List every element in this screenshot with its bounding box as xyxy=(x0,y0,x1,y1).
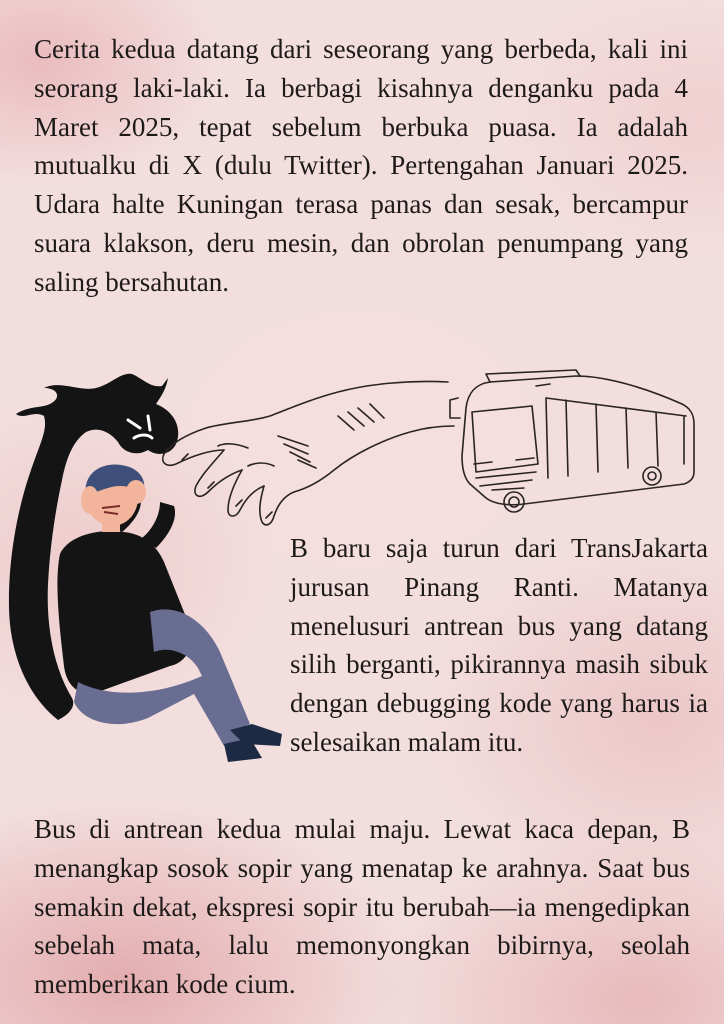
story-paragraph-2: B baru saja turun dari TransJakarta jurusan Pinang Ranti. Matanya menelusuri antrean bus yang datang silih berganti, pikirannya masih sibuk dengan debugging kode yang harus ia selesaikan malam itu. xyxy=(290,533,708,757)
bus-sketch-icon xyxy=(446,368,698,516)
reaching-hand-icon xyxy=(158,376,458,536)
story-paragraph-1: Cerita kedua datang dari seseorang yang berbeda, kali ini seorang laki-laki. Ia berbagi kisahnya denganku pada 4 Maret 2025, tepat sebelum berbuka puasa. Ia adalah mutualku di X (dulu Twitter). Pertengahan Januari 2025. Udara halte Kuningan terasa panas dan sesak, bercampur suara klakson, deru mesin, dan obrolan penumpang yang saling bersahutan. xyxy=(34,34,688,297)
story-paragraph-3: Bus di antrean kedua mulai maju. Lewat kaca depan, B menangkap sosok sopir yang menatap ke arahnya. Saat bus semakin dekat, ekspresi sopir itu berubah—ia mengedipkan sebelah mata, lalu memonyongkan bibirnya, seolah memberikan kode cium. xyxy=(34,814,690,1000)
